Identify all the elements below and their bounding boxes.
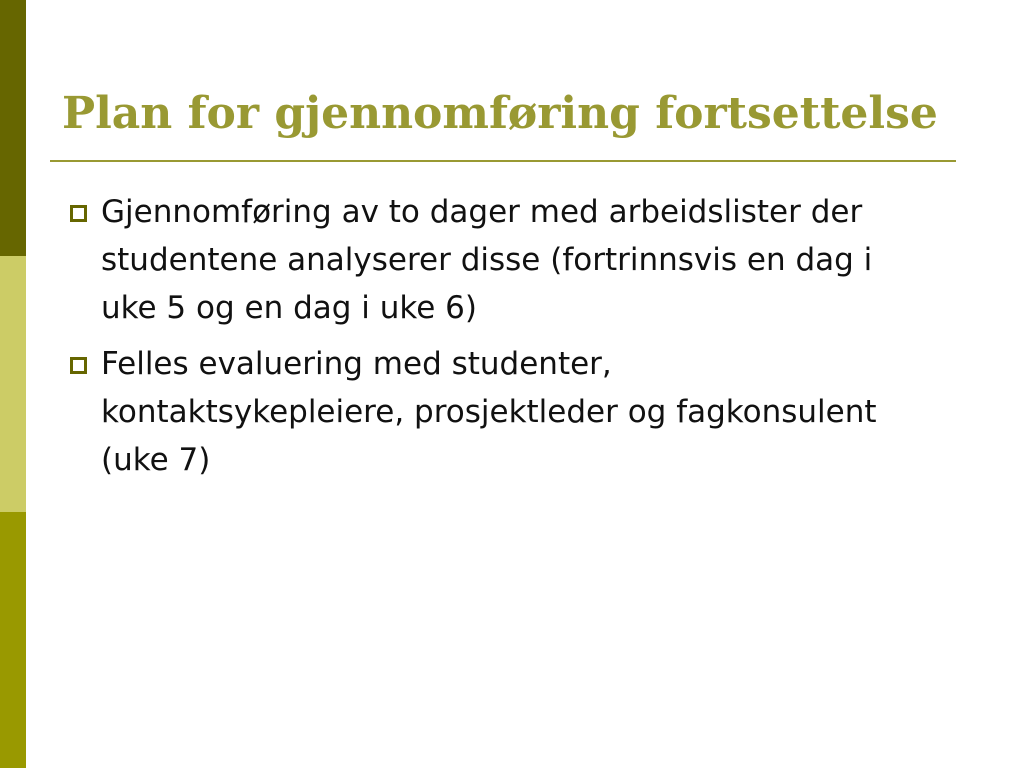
bullet-list: [64, 188, 904, 492]
slide-title: Plan for gjennomføring fortsettelse: [62, 88, 938, 139]
sidebar-bottom-segment: [0, 512, 26, 768]
bullet-item: [64, 340, 904, 484]
bullet-item: [64, 188, 904, 332]
hollow-square-bullet-icon: [70, 205, 87, 222]
title-underline: [50, 160, 956, 162]
sidebar-top-segment: [0, 0, 26, 256]
bullet-text: Felles evaluering med studenter, kontaktsykepleiere, prosjektleder og fagkonsulent (uke 7): [101, 346, 877, 478]
sidebar-middle-segment: [0, 256, 26, 512]
hollow-square-bullet-icon: [70, 357, 87, 374]
bullet-text: Gjennomføring av to dager med arbeidslister der studentene analyserer disse (fortrinnsvis en dag i uke 5 og en dag i uke 6): [101, 194, 873, 326]
